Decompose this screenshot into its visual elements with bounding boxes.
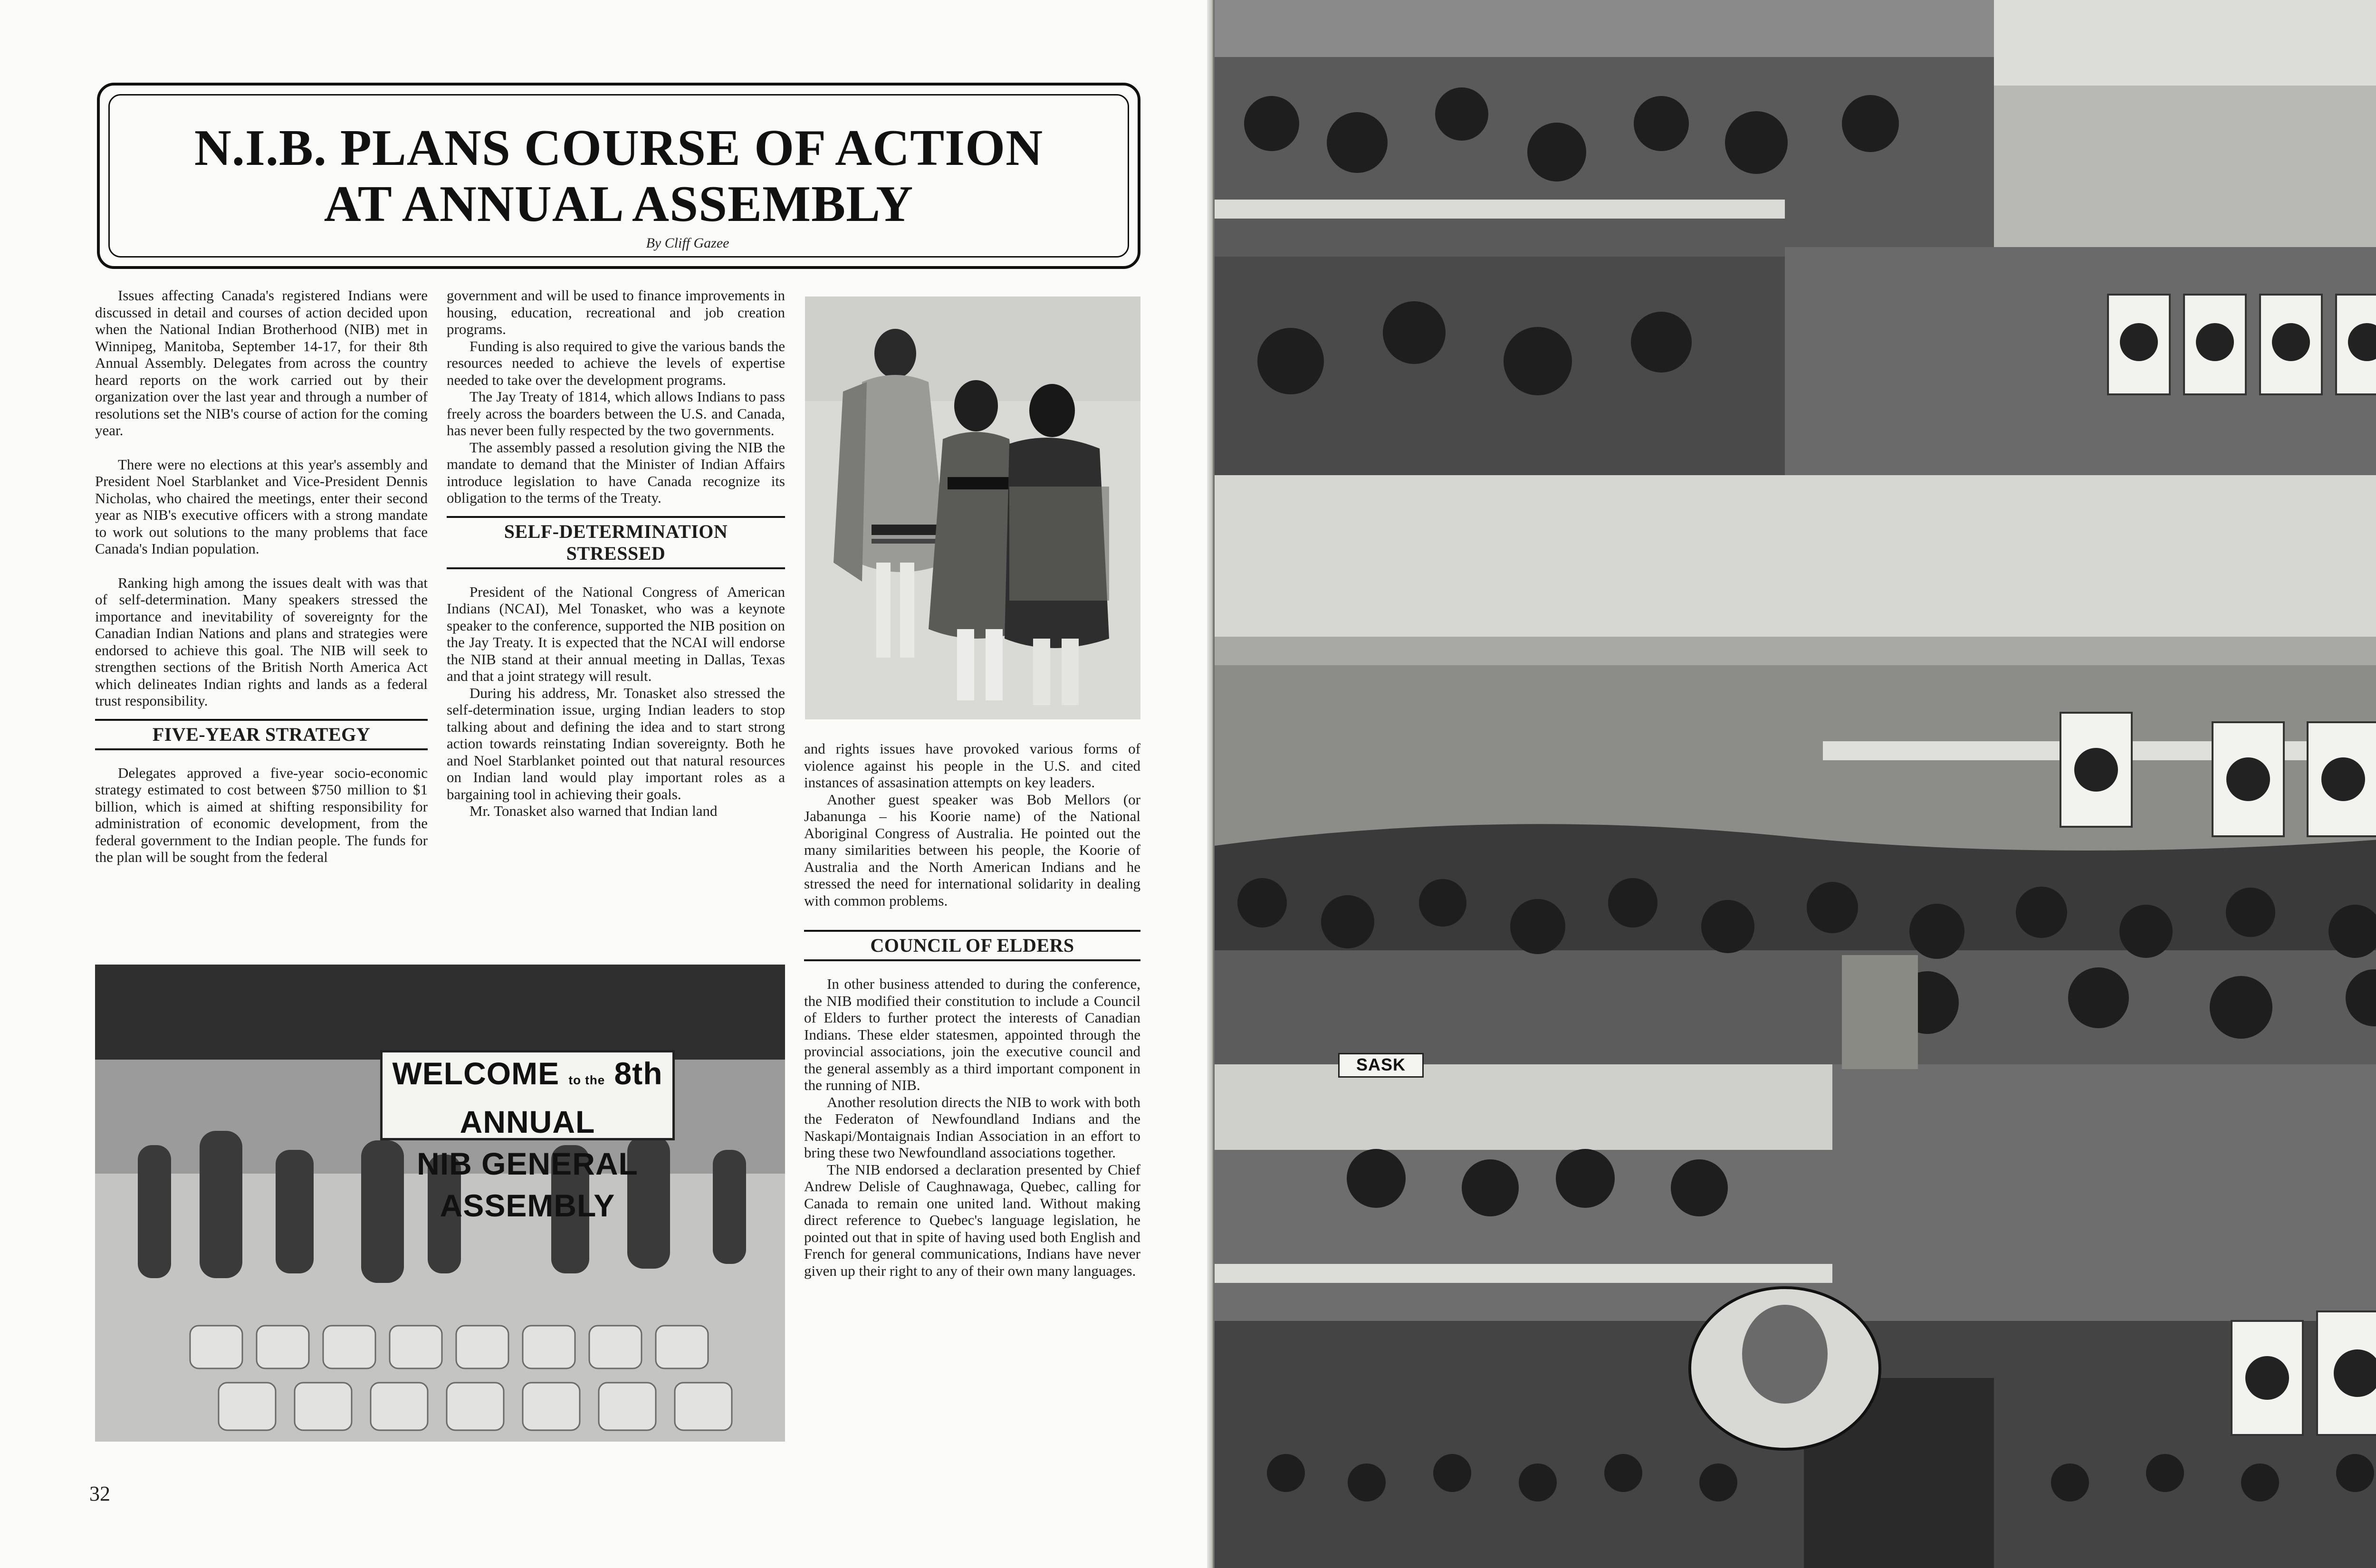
paragraph: There were no elections at this year's assembly and President Noel Starblanket and Vice-President Dennis Nicholas, who chaired the meetings, enter their second year as NIB's executive officers with a strong mandate to work out solutions to the many problems that face Canada's Indian population.: [95, 456, 428, 557]
paragraph: The assembly passed a resolution giving the NIB the mandate to demand that the Minister of Indian Affairs introduce legislation to have Canada recognize its obligation to the terms of the Treaty.: [447, 439, 785, 506]
paragraph: Another resolution directs the NIB to work with both the Federaton of Newfoundland Indians and the Naskapi/Montaignais Indian Association in an effort to bring these two Newfoundland associations together.: [804, 1093, 1140, 1161]
page-number: 32: [89, 1482, 110, 1505]
paragraph: Mr. Tonasket also warned that Indian land: [469, 803, 718, 819]
paragraph: President of the National Congress of American Indians (NCAI), Mel Tonasket, who was a keynote speaker to the conference, supported the NIB position on the Jay Treaty. It is expected that the NCAI will endorse the NIB stand at their annual meeting in Dallas, Texas and that a joint strategy will result.: [447, 583, 785, 684]
subhead-five-year-strategy: FIVE-YEAR STRATEGY: [95, 719, 428, 750]
paragraph: Issues affecting Canada's registered Indians were discussed in detail and courses of action decided upon when the National Indian Brotherhood (NIB) met in Winnipeg, Manitoba, September 14-17, for their 8th Annual Assembly. Delegates from across the country heard reports on the work carried out by their organization over the last year and through a number of resolutions set the NIB's course of action for the coming year.: [95, 287, 428, 439]
hall-banner: [380, 1050, 675, 1223]
title-box-inner: [108, 94, 1129, 258]
paragraph: Ranking high among the issues dealt with was that of self-determination. Many speakers stressed the importance and inevitability of sovereignty for the Canadian Indian Nations and plans and strategies were endorsed to achieve this goal. The NIB will seek to strengthen sections of the British North America Act which delineates Indian rights and lands as a federal trust responsibility.: [95, 574, 428, 709]
collage-illustration: [1215, 0, 2376, 1568]
column-3: [804, 740, 1140, 1279]
column-2: [447, 287, 785, 820]
paragraph: The NIB endorsed a declaration presented by Chief Andrew Delisle of Caughnawaga, Quebec, calling for Canada to remain one united land. Without making direct reference to Quebec's language legislation, he pointed out that in spite of having used both English and French for general communications, Indians have never given up their right to any of their own many languages.: [804, 1161, 1140, 1279]
collage-sign-sask: SASK: [1338, 1053, 1424, 1078]
paragraph: In other business attended to during the conference, the NIB modified their constitution to include a Council of Elders to further protect the interests of Canadian Indians. These elder statesmen, appointed through the provincial associations, join the executive council and the general assembly as a third important component in the running of NIB.: [804, 975, 1140, 1093]
column-1: [95, 287, 428, 866]
subhead-self-determination: SELF-DETERMINATION STRESSED: [447, 516, 785, 569]
dancers-illustration: [805, 296, 1140, 719]
photo-assembly-hall: [95, 965, 785, 1442]
paragraph: Another guest speaker was Bob Mellors (or Jabanunga – his Koorie name) of the National Aboriginal Congress of Australia. He pointed out the many similarities between his people, the Koorie of Australia and the North American Indians and he stressed the need for international solidarity in dealing with common problems.: [804, 791, 1140, 909]
paragraph: and rights issues have provoked various forms of violence against his people in the U.S. and cited instances of assasination attempts on key leaders.: [804, 740, 1140, 791]
headline-line-1: N.I.B. PLANS COURSE OF ACTION: [194, 120, 1044, 176]
hall-banner-line-1: [383, 1052, 672, 1143]
photo-collage: [1215, 0, 2376, 1568]
hall-banner-welcome: WELCOME: [392, 1056, 560, 1091]
headline: [110, 120, 1128, 232]
paragraph: Delegates approved a five-year socio-economic strategy estimated to cost between $750 million to $1 billion, which is aimed at shifting responsibility for administration of economic development, from the federal government to the Indian people. The funds for the plan will be sought from the federal: [95, 764, 428, 865]
paragraph: Funding is also required to give the various bands the resources needed to achieve the levels of expertise needed to take over the development programs.: [447, 337, 785, 388]
headline-line-2: AT ANNUAL ASSEMBLY: [324, 176, 914, 232]
hall-banner-8th-annual: 8th ANNUAL: [460, 1056, 663, 1139]
hall-banner-line-2: NIB GENERAL ASSEMBLY: [417, 1146, 638, 1223]
photo-dancers: [805, 296, 1140, 719]
subhead-council-of-elders: COUNCIL OF ELDERS: [804, 930, 1140, 961]
byline: By Cliff Gazee: [646, 235, 729, 251]
paragraph: The Jay Treaty of 1814, which allows Indians to pass freely across the boarders between the U.S. and Canada, has never been fully respected by the two governments.: [447, 388, 785, 439]
title-box: [97, 83, 1140, 269]
paragraph: During his address, Mr. Tonasket also stressed the self-determination issue, urging Indian leaders to stop talking about and defining the idea and to start strong action towards reinstating Indian sovereignty. Both he and Noel Starblanket pointed out that natural resources on Indian land would play important roles as a bargaining tool in achieving their goals.: [447, 684, 785, 803]
hall-banner-to-the: to the: [568, 1073, 605, 1087]
paragraph: government and will be used to finance improvements in housing, education, recreational and job creation programs.: [447, 287, 785, 337]
